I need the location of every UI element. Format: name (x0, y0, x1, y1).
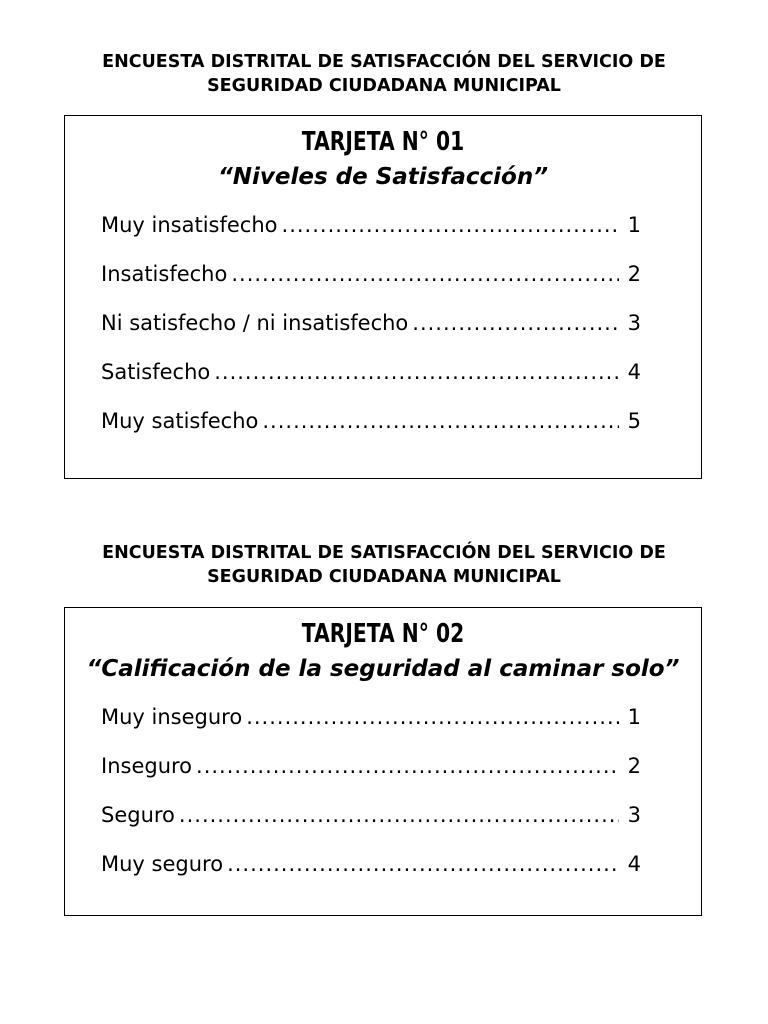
option-label: Muy insatisfecho (101, 213, 278, 237)
survey-title-line-1: ENCUESTA DISTRITAL DE SATISFACCIÓN DEL SERVICIO DE (102, 543, 666, 563)
card-02 (64, 607, 702, 916)
dot-leader (214, 355, 619, 389)
dot-leader (231, 257, 619, 291)
option-row (101, 257, 641, 306)
option-row (101, 208, 641, 257)
option-label: Seguro (101, 803, 175, 827)
option-row (101, 749, 641, 798)
option-value: 5 (627, 409, 641, 433)
option-label: Muy satisfecho (101, 409, 259, 433)
dot-leader (262, 404, 619, 438)
options-list (101, 208, 641, 453)
option-row (101, 847, 641, 896)
survey-title (0, 541, 768, 589)
option-value: 2 (627, 754, 641, 778)
dot-leader (179, 798, 619, 832)
card-01 (64, 115, 702, 479)
option-row (101, 404, 641, 453)
option-label: Muy inseguro (101, 705, 243, 729)
option-value: 4 (627, 360, 641, 384)
option-row (101, 306, 641, 355)
dot-leader (282, 208, 619, 242)
card-number: TARJETA N° 01 (301, 127, 465, 157)
survey-title-line-2: SEGURIDAD CIUDADANA MUNICIPAL (207, 567, 561, 587)
option-value: 2 (627, 262, 641, 286)
option-row (101, 798, 641, 847)
survey-title-line-2: SEGURIDAD CIUDADANA MUNICIPAL (207, 76, 561, 96)
option-label: Satisfecho (101, 360, 211, 384)
survey-title-line-1: ENCUESTA DISTRITAL DE SATISFACCIÓN DEL SERVICIO DE (102, 52, 666, 72)
dot-leader (246, 700, 619, 734)
option-label: Inseguro (101, 754, 193, 778)
card-number: TARJETA N° 02 (301, 619, 465, 649)
card-subtitle: “Niveles de Satisfacción” (217, 164, 549, 190)
option-row (101, 700, 641, 749)
card-subtitle: “Calificación de la seguridad al caminar solo” (86, 656, 680, 682)
option-value: 1 (627, 705, 641, 729)
survey-title (0, 50, 768, 98)
dot-leader (412, 306, 619, 340)
option-value: 3 (627, 803, 641, 827)
option-value: 3 (627, 311, 641, 335)
option-value: 1 (627, 213, 641, 237)
option-label: Ni satisfecho / ni insatisfecho (101, 311, 409, 335)
option-label: Muy seguro (101, 852, 224, 876)
option-row (101, 355, 641, 404)
dot-leader (227, 847, 619, 881)
options-list (101, 700, 641, 896)
option-value: 4 (627, 852, 641, 876)
dot-leader (196, 749, 619, 783)
option-label: Insatisfecho (101, 262, 228, 286)
